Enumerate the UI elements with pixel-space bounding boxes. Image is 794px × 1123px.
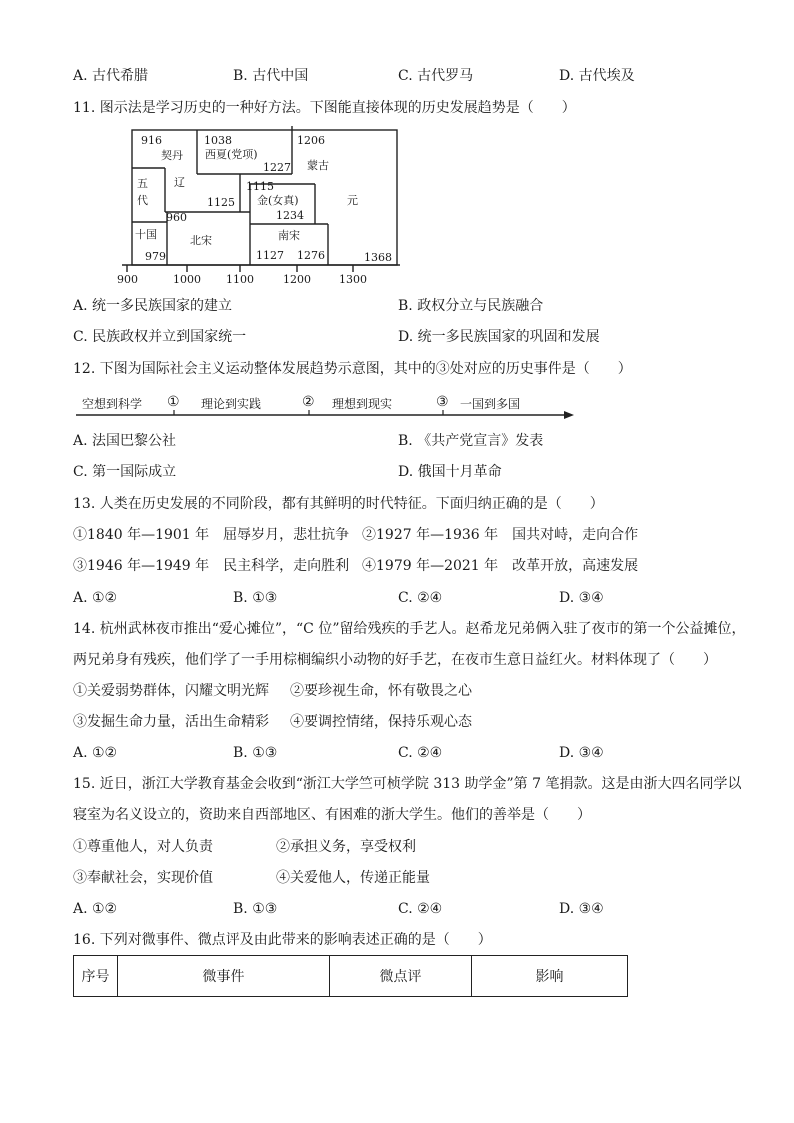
q13-item-1: ①1840 年—1901 年 屈辱岁月，悲壮抗争 <box>73 527 350 543</box>
q11-stem: 11. 图示法是学习历史的一种好方法。下图能直接体现的历史发展趋势是（ ） <box>73 100 576 116</box>
q14-item-4: ④要调控情绪，保持乐观心态 <box>290 714 472 730</box>
label-1276: 1276 <box>297 249 325 262</box>
q13-item-2: ②1927 年—1936 年 国共对峙，走向合作 <box>362 527 639 543</box>
q15-item-3: ③奉献社会，实现价值 <box>73 870 213 886</box>
header-micro-comment: 微点评 <box>330 956 472 997</box>
q12-option-b[interactable]: B. 《共产党宣言》发表 <box>398 433 544 449</box>
label-shiguo: 十国 <box>135 228 157 241</box>
q13-option-b[interactable]: B. ①③ <box>233 590 278 606</box>
label-1234: 1234 <box>276 209 304 222</box>
q14-option-c[interactable]: C. ②④ <box>398 745 443 761</box>
label-1038: 1038 <box>204 134 232 147</box>
label-1227: 1227 <box>263 161 291 174</box>
label-979: 979 <box>145 250 166 263</box>
label-xixia: 西夏(党项) <box>205 148 258 161</box>
q14-item-3: ③发掘生命力量，活出生命精彩 <box>73 714 269 730</box>
q16-stem: 16. 下列对微事件、微点评及由此带来的影响表述正确的是（ ） <box>73 932 492 948</box>
q12-option-a[interactable]: A. 法国巴黎公社 <box>73 433 177 449</box>
q14-stem-line2: 两兄弟身有残疾，他们学了一手用棕榈编织小动物的好手艺，在夜市生意日益红火。材料体现了（ ） <box>73 652 717 668</box>
label-qidan: 契丹 <box>161 149 183 162</box>
label-916: 916 <box>141 134 162 147</box>
label-dai: 代 <box>137 194 148 207</box>
label-1368: 1368 <box>364 251 392 264</box>
q15-option-b[interactable]: B. ①③ <box>233 901 278 917</box>
label-1206: 1206 <box>297 134 325 147</box>
q15-option-d[interactable]: D. ③④ <box>559 901 604 917</box>
q14-item-1: ①关爱弱势群体，闪耀文明光辉 <box>73 683 269 699</box>
label-1115: 1115 <box>246 180 274 193</box>
q12-stem: 12. 下图为国际社会主义运动整体发展趋势示意图，其中的③处对应的历史事件是（ ） <box>73 361 632 377</box>
segment-one-to-many: 一国到多国 <box>460 397 521 411</box>
segment-utopia-to-science: 空想到科学 <box>82 397 143 411</box>
q10-option-a[interactable]: A. 古代希腊 <box>73 68 149 84</box>
q10-option-d[interactable]: D. 古代埃及 <box>559 68 635 84</box>
q12-trend-arrow <box>76 390 576 424</box>
q15-option-a[interactable]: A. ①② <box>73 901 118 917</box>
q14-option-a[interactable]: A. ①② <box>73 745 118 761</box>
tick-1000: 1000 <box>173 273 201 286</box>
q15-option-c[interactable]: C. ②④ <box>398 901 443 917</box>
q15-stem-line2: 寝室为名义设立的，资助来自西部地区、有困难的浙大学生。他们的善举是（ ） <box>73 807 591 823</box>
marker-3: ③ <box>436 394 449 410</box>
q14-stem-line1: 14. 杭州武林夜市推出“爱心摊位”，“C 位”留给残疾的手艺人。赵希龙兄弟俩入驻了夜市的第一个公益摊位， <box>73 621 746 637</box>
q12-option-d[interactable]: D. 俄国十月革命 <box>398 464 502 480</box>
tick-1100: 1100 <box>226 273 254 286</box>
q14-option-b[interactable]: B. ①③ <box>233 745 278 761</box>
q14-item-2: ②要珍视生命，怀有敬畏之心 <box>290 683 472 699</box>
label-wu: 五 <box>137 177 148 190</box>
q15-item-4: ④关爱他人，传递正能量 <box>276 870 430 886</box>
label-1127: 1127 <box>256 249 284 262</box>
q13-stem: 13. 人类在历史发展的不同阶段，都有其鲜明的时代特征。下面归纳正确的是（ ） <box>73 496 604 512</box>
marker-1: ① <box>167 394 180 410</box>
q11-option-b[interactable]: B. 政权分立与民族融合 <box>398 298 544 314</box>
q13-option-a[interactable]: A. ①② <box>73 590 118 606</box>
label-1125: 1125 <box>207 196 235 209</box>
label-yuan: 元 <box>347 194 358 207</box>
q15-item-2: ②承担义务，享受权利 <box>276 839 416 855</box>
q15-stem-line1: 15. 近日，浙江大学教育基金会收到“浙江大学竺可桢学院 313 助学金”第 7 笔捐款。这是由浙大四名同学以 <box>73 776 742 792</box>
table-header-row <box>74 956 628 997</box>
q13-item-3: ③1946 年—1949 年 民主科学，走向胜利 <box>73 558 350 574</box>
segment-ideal-to-reality: 理想到现实 <box>332 397 393 411</box>
q15-item-1: ①尊重他人，对人负责 <box>73 839 213 855</box>
label-960: 960 <box>166 211 187 224</box>
label-liao: 辽 <box>174 176 185 189</box>
marker-2: ② <box>302 394 315 410</box>
q13-option-d[interactable]: D. ③④ <box>559 590 604 606</box>
q14-option-d[interactable]: D. ③④ <box>559 745 604 761</box>
q12-option-c[interactable]: C. 第一国际成立 <box>73 464 177 480</box>
header-impact: 影响 <box>472 956 628 997</box>
header-index: 序号 <box>74 956 118 997</box>
label-beisong: 北宋 <box>190 234 212 247</box>
q10-option-b[interactable]: B. 古代中国 <box>233 68 309 84</box>
tick-1300: 1300 <box>339 273 367 286</box>
tick-900: 900 <box>117 273 138 286</box>
label-menggu: 蒙古 <box>307 159 329 172</box>
q13-option-c[interactable]: C. ②④ <box>398 590 443 606</box>
q16-table <box>73 955 628 997</box>
q11-option-c[interactable]: C. 民族政权并立到国家统一 <box>73 329 247 345</box>
tick-1200: 1200 <box>283 273 311 286</box>
q11-option-a[interactable]: A. 统一多民族国家的建立 <box>73 298 233 314</box>
segment-theory-to-practice: 理论到实践 <box>201 397 262 411</box>
header-micro-event: 微事件 <box>118 956 330 997</box>
q13-item-4: ④1979 年—2021 年 改革开放，高速发展 <box>362 558 639 574</box>
label-nansong: 南宋 <box>278 229 300 242</box>
label-jin: 金(女真) <box>257 194 299 207</box>
q10-option-c[interactable]: C. 古代罗马 <box>398 68 474 84</box>
q11-option-d[interactable]: D. 统一多民族国家的巩固和发展 <box>398 329 600 345</box>
q11-regime-diagram <box>100 124 410 289</box>
